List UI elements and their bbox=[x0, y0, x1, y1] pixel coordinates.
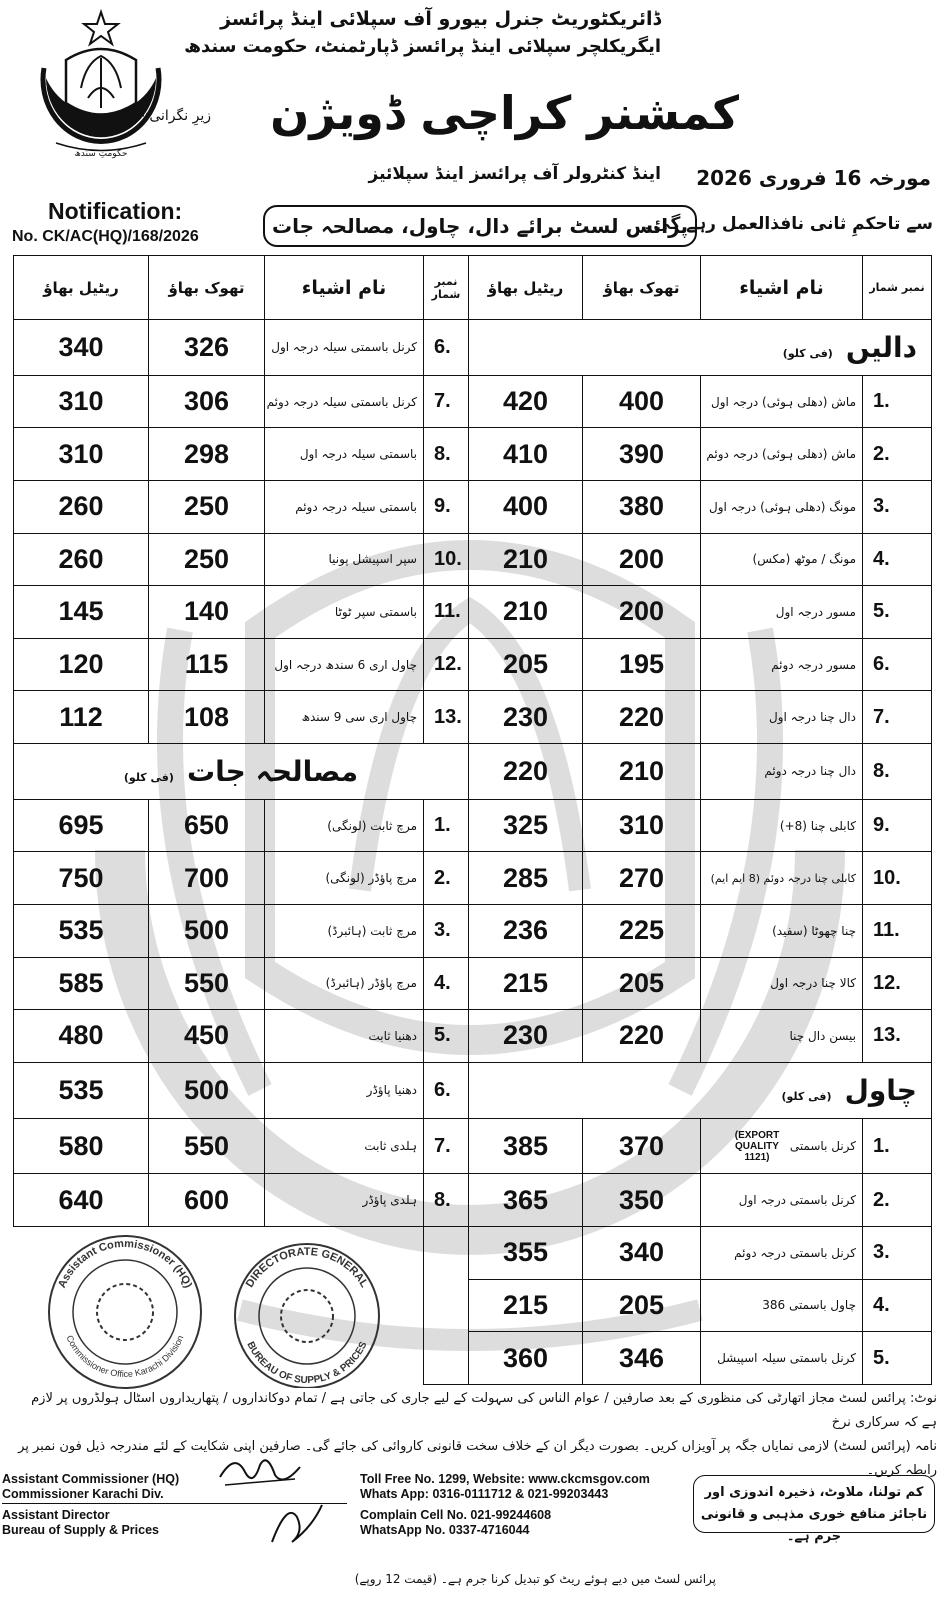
serial-number-cell: 6. bbox=[424, 320, 469, 376]
table-row bbox=[14, 799, 932, 852]
col-header-wholesale: تھوک بھاؤ bbox=[149, 256, 265, 320]
price-cell: 215 bbox=[469, 1279, 583, 1332]
price-list-title-box: پرائس لسٹ برائے دال، چاول، مصالحہ جات bbox=[263, 205, 697, 247]
ad-office: Bureau of Supply & Prices bbox=[2, 1523, 159, 1537]
col-header-wholesale: تھوک بھاؤ bbox=[583, 256, 701, 320]
table-row bbox=[14, 1227, 932, 1280]
item-name-cell: چاول اری 6 سندھ درجہ اول bbox=[265, 638, 424, 691]
complain-cell: Complain Cell No. 021-99244608 bbox=[360, 1508, 552, 1522]
item-name-cell: دال چنا درجہ اول bbox=[701, 691, 863, 744]
price-cell: 380 bbox=[583, 481, 701, 534]
col-header-item: نام اشیاء bbox=[701, 256, 863, 320]
price-cell: 220 bbox=[583, 691, 701, 744]
serial-number-cell: 3. bbox=[424, 904, 469, 957]
table-row bbox=[14, 743, 932, 799]
price-cell: 650 bbox=[149, 799, 265, 852]
price-cell: 580 bbox=[14, 1118, 149, 1174]
table-row bbox=[14, 1062, 932, 1118]
col-header-item: نام اشیاء bbox=[265, 256, 424, 320]
table-row bbox=[14, 957, 932, 1010]
item-name-cell: کابلی چنا (8+) bbox=[701, 799, 863, 852]
price-cell: 230 bbox=[469, 1010, 583, 1063]
item-name-cell: کابلی چنا درجہ دوئم (8 ایم ایم) bbox=[701, 852, 863, 905]
item-name-cell: چاول باسمتی 386 bbox=[701, 1279, 863, 1332]
serial-number-cell: 10. bbox=[863, 852, 932, 905]
whatsapp-info-2: WhatsApp No. 0337-4716044 bbox=[360, 1523, 530, 1537]
table-row bbox=[14, 481, 932, 534]
price-cell: 326 bbox=[149, 320, 265, 376]
item-name-cell: مرچ پاؤڈر (ہائبرڈ) bbox=[265, 957, 424, 1010]
price-cell: 400 bbox=[583, 375, 701, 428]
table-row bbox=[14, 691, 932, 744]
serial-number-cell: 2. bbox=[863, 1174, 932, 1227]
price-cell: 205 bbox=[469, 638, 583, 691]
item-name-cell: کرنل باسمتی سیلہ درجہ دوئم bbox=[265, 375, 424, 428]
serial-number-cell: 5. bbox=[424, 1010, 469, 1063]
price-cell: 310 bbox=[583, 799, 701, 852]
price-cell: 355 bbox=[469, 1227, 583, 1280]
serial-number-cell: 1. bbox=[424, 799, 469, 852]
serial-number-cell: 2. bbox=[424, 852, 469, 905]
col-header-retail: ریٹیل بھاؤ bbox=[469, 256, 583, 320]
table-header-row bbox=[14, 256, 932, 320]
table-row bbox=[14, 1174, 932, 1227]
stamp-text: BUREAU OF SUPPLY & PRICES bbox=[244, 1340, 370, 1387]
sindh-government-emblem-icon bbox=[26, 8, 176, 166]
item-name-cell: باسمتی سیلہ درجہ دوئم bbox=[265, 481, 424, 534]
serial-number-cell: 11. bbox=[424, 586, 469, 639]
price-cell: 390 bbox=[583, 428, 701, 481]
serial-number-cell: 12. bbox=[424, 638, 469, 691]
serial-number-cell: 8. bbox=[424, 1174, 469, 1227]
serial-number-cell: 12. bbox=[863, 957, 932, 1010]
ad-title: Assistant Director bbox=[2, 1508, 110, 1522]
item-name-cell: ہلدی ثابت bbox=[265, 1118, 424, 1174]
item-name-cell: مرچ پاؤڈر (لونگی) bbox=[265, 852, 424, 905]
price-cell: 220 bbox=[469, 743, 583, 799]
item-name-cell: چنا چھوٹا (سفید) bbox=[701, 904, 863, 957]
price-cell: 205 bbox=[583, 957, 701, 1010]
price-cell: 310 bbox=[14, 375, 149, 428]
warning-box: کم تولنا، ملاوٹ، ذخیرہ اندوزی اور ناجائز منافع خوری مذہبی و قانونی جرم ہے۔ bbox=[693, 1475, 935, 1533]
price-cell: 210 bbox=[583, 743, 701, 799]
serial-number-cell: 4. bbox=[863, 533, 932, 586]
price-cell: 236 bbox=[469, 904, 583, 957]
header-line-1: ڈائریکٹوریٹ جنرل بیورو آف سپلائی اینڈ پرائسز bbox=[220, 8, 661, 30]
price-cell: 600 bbox=[149, 1174, 265, 1227]
price-cell: 500 bbox=[149, 904, 265, 957]
serial-number-cell: 3. bbox=[863, 1227, 932, 1280]
section-masala: مصالحہ جات (فی کلو) bbox=[14, 743, 469, 799]
col-header-sno: نمبر شمار bbox=[424, 256, 469, 320]
serial-number-cell: 4. bbox=[424, 957, 469, 1010]
price-cell: 500 bbox=[149, 1062, 265, 1118]
serial-number-cell: 2. bbox=[863, 428, 932, 481]
serial-number-cell: 1. bbox=[863, 375, 932, 428]
price-cell: 420 bbox=[469, 375, 583, 428]
price-cell: 550 bbox=[149, 1118, 265, 1174]
ac-office: Commissioner Karachi Div. bbox=[2, 1487, 164, 1501]
signature-icon bbox=[215, 1447, 305, 1495]
whatsapp-info: Whats App: 0316-0111712 & 021-99203443 bbox=[360, 1487, 609, 1501]
price-cell: 480 bbox=[14, 1010, 149, 1063]
price-cell: 350 bbox=[583, 1174, 701, 1227]
table-row bbox=[14, 1118, 932, 1174]
item-name-cell: ماش (دھلی ہوئی) درجہ اول bbox=[701, 375, 863, 428]
table-row bbox=[14, 375, 932, 428]
col-header-sno: نمبر شمار bbox=[863, 256, 932, 320]
bottom-note: پرائس لسٹ میں دیے ہوئے ریٹ کو تبدیل کرنا جرم ہے۔ (قیمت 12 روپے) bbox=[354, 1572, 716, 1586]
serial-number-cell: 13. bbox=[424, 691, 469, 744]
price-cell: 325 bbox=[469, 799, 583, 852]
serial-number-cell: 11. bbox=[863, 904, 932, 957]
stamp-text: Assistant Commissioner (HQ) bbox=[56, 1237, 194, 1290]
header-line-2: ایگریکلچر سپلائی اینڈ پرائسز ڈپارٹمنٹ، حکومت سندھ bbox=[184, 36, 661, 57]
item-name-cell: مسور درجہ دوئم bbox=[701, 638, 863, 691]
price-cell: 225 bbox=[583, 904, 701, 957]
item-name-cell: دھنیا ثابت bbox=[265, 1010, 424, 1063]
page-title: کمشنر کراچی ڈویژن bbox=[270, 86, 739, 140]
price-cell: 400 bbox=[469, 481, 583, 534]
item-name-cell: کرنل باسمتی سیلہ درجہ اول bbox=[265, 320, 424, 376]
price-cell: 230 bbox=[469, 691, 583, 744]
price-cell: 585 bbox=[14, 957, 149, 1010]
item-name-cell: دال چنا درجہ دوئم bbox=[701, 743, 863, 799]
item-name-cell: سپر اسپیشل پونیا bbox=[265, 533, 424, 586]
serial-number-cell: 1. bbox=[863, 1118, 932, 1174]
table-row bbox=[14, 904, 932, 957]
price-cell: 215 bbox=[469, 957, 583, 1010]
serial-number-cell: 8. bbox=[424, 428, 469, 481]
serial-number-cell: 9. bbox=[424, 481, 469, 534]
serial-number-cell: 9. bbox=[863, 799, 932, 852]
table-row bbox=[14, 586, 932, 639]
item-name-cell: ماش (دھلی ہوئی) درجہ دوئم bbox=[701, 428, 863, 481]
item-name-cell: کالا چنا درجہ اول bbox=[701, 957, 863, 1010]
price-table bbox=[13, 255, 931, 1385]
serial-number-cell: 7. bbox=[424, 375, 469, 428]
item-name-cell: مرچ ثابت (ہائبرڈ) bbox=[265, 904, 424, 957]
price-cell: 145 bbox=[14, 586, 149, 639]
price-cell: 365 bbox=[469, 1174, 583, 1227]
price-cell: 695 bbox=[14, 799, 149, 852]
ac-title: Assistant Commissioner (HQ) bbox=[2, 1472, 180, 1486]
price-cell: 700 bbox=[149, 852, 265, 905]
item-name-cell: کرنل باسمتی (EXPORT QUALITY 1121) bbox=[701, 1118, 863, 1174]
item-name-cell: کرنل باسمتی سیلہ اسپیشل bbox=[701, 1332, 863, 1385]
serial-number-cell: 7. bbox=[863, 691, 932, 744]
stamp-text: DIRECTORATE GENERAL bbox=[243, 1245, 371, 1290]
item-name-cell: مونگ (دھلی ہوئی) درجہ اول bbox=[701, 481, 863, 534]
item-name-cell: دھنیا پاؤڈر bbox=[265, 1062, 424, 1118]
price-cell: 140 bbox=[149, 586, 265, 639]
signature-line bbox=[2, 1503, 347, 1504]
stamp-text: Commissioner Office Karachi Division bbox=[64, 1333, 186, 1380]
item-name-cell: کرنل باسمتی درجہ دوئم bbox=[701, 1227, 863, 1280]
price-cell: 260 bbox=[14, 481, 149, 534]
serial-number-cell: 6. bbox=[863, 638, 932, 691]
item-name-cell: بیسن دال چنا bbox=[701, 1010, 863, 1063]
price-cell: 410 bbox=[469, 428, 583, 481]
price-cell: 550 bbox=[149, 957, 265, 1010]
serial-number-cell: 7. bbox=[424, 1118, 469, 1174]
section-daalen: دالیں (فی کلو) bbox=[469, 320, 932, 376]
price-cell: 450 bbox=[149, 1010, 265, 1063]
item-name-cell: چاول اری سی 9 سندھ bbox=[265, 691, 424, 744]
supervision-label: زیرِ نگرانی:- bbox=[139, 108, 211, 124]
price-cell: 250 bbox=[149, 481, 265, 534]
item-name-cell: کرنل باسمتی درجہ اول bbox=[701, 1174, 863, 1227]
serial-number-cell: 8. bbox=[863, 743, 932, 799]
price-cell: 370 bbox=[583, 1118, 701, 1174]
price-cell: 200 bbox=[583, 533, 701, 586]
serial-number-cell: 5. bbox=[863, 586, 932, 639]
price-cell: 112 bbox=[14, 691, 149, 744]
serial-number-cell: 6. bbox=[424, 1062, 469, 1118]
item-name-cell: باسمتی سپر ٹوٹا bbox=[265, 586, 424, 639]
serial-number-cell: 13. bbox=[863, 1010, 932, 1063]
table-row bbox=[14, 533, 932, 586]
tollfree-info: Toll Free No. 1299, Website: www.ckcmsgov.com bbox=[360, 1472, 650, 1486]
price-cell: 205 bbox=[583, 1279, 701, 1332]
price-cell: 120 bbox=[14, 638, 149, 691]
serial-number-cell: 4. bbox=[863, 1279, 932, 1332]
table-row bbox=[14, 638, 932, 691]
notice-date: مورخہ 16 فروری 2026 bbox=[696, 166, 931, 190]
table-row bbox=[14, 1010, 932, 1063]
item-name-cell: ہلدی پاؤڈر bbox=[265, 1174, 424, 1227]
col-header-retail: ریٹیل بھاؤ bbox=[14, 256, 149, 320]
price-cell: 115 bbox=[149, 638, 265, 691]
price-cell: 346 bbox=[583, 1332, 701, 1385]
price-cell: 200 bbox=[583, 586, 701, 639]
svg-text:حکومتِ سندھ: حکومتِ سندھ bbox=[74, 149, 128, 159]
stamp-area bbox=[14, 1227, 424, 1385]
serial-number-cell: 5. bbox=[863, 1332, 932, 1385]
price-cell: 250 bbox=[149, 533, 265, 586]
price-cell: 750 bbox=[14, 852, 149, 905]
price-cell: 535 bbox=[14, 1062, 149, 1118]
table-row bbox=[14, 320, 932, 376]
price-cell: 260 bbox=[14, 533, 149, 586]
notification-heading: Notification: bbox=[48, 198, 183, 224]
table-row bbox=[14, 428, 932, 481]
price-cell: 298 bbox=[149, 428, 265, 481]
section-chawal: چاول (فی کلو) bbox=[469, 1062, 932, 1118]
controller-subtitle: اینڈ کنٹرولر آف پرائسز اینڈ سپلائیز bbox=[368, 164, 661, 184]
price-cell: 385 bbox=[469, 1118, 583, 1174]
price-cell: 210 bbox=[469, 533, 583, 586]
effect-statement: سے تاحکمِ ثانی نافذالعمل رہے گی۔ bbox=[643, 214, 933, 234]
price-cell: 310 bbox=[14, 428, 149, 481]
price-cell: 306 bbox=[149, 375, 265, 428]
price-cell: 535 bbox=[14, 904, 149, 957]
notification-number: No. CK/AC(HQ)/168/2026 bbox=[12, 228, 199, 245]
serial-number-cell: 10. bbox=[424, 533, 469, 586]
price-cell: 195 bbox=[583, 638, 701, 691]
price-cell: 360 bbox=[469, 1332, 583, 1385]
item-name-cell: مسور درجہ اول bbox=[701, 586, 863, 639]
price-cell: 210 bbox=[469, 586, 583, 639]
price-cell: 340 bbox=[583, 1227, 701, 1280]
table-row bbox=[14, 852, 932, 905]
price-cell: 340 bbox=[14, 320, 149, 376]
price-cell: 108 bbox=[149, 691, 265, 744]
price-cell: 640 bbox=[14, 1174, 149, 1227]
price-cell: 220 bbox=[583, 1010, 701, 1063]
item-name-cell: مونگ / موٹھ (مکس) bbox=[701, 533, 863, 586]
signature-icon bbox=[262, 1497, 332, 1549]
item-name-cell: مرچ ثابت (لونگی) bbox=[265, 799, 424, 852]
price-cell: 270 bbox=[583, 852, 701, 905]
serial-number-cell: 3. bbox=[863, 481, 932, 534]
item-name-cell: باسمتی سیلہ درجہ اول bbox=[265, 428, 424, 481]
price-cell: 285 bbox=[469, 852, 583, 905]
footer-note: نوٹ: پرائس لسٹ مجاز اتھارٹی کی منظوری کے بعد صارفین / عوام الناس کی سہولت کے لیے جاری کی جاتی ہے / تمام دوکانداروں / پتھاریداروں اسٹال ہولڈروں پر لازم ہے کہ سرکاری نرخ نامہ (پرائس لسٹ) لازمی نمایاں جگہ پر آویزاں کریں۔ بصورت دیگر ان کے خلاف سخت قانونی کاروائی کی جائے گی۔ صارفین اپنی شکایت کے لئے مندرجہ ذیل فون نمبر پر رابطہ کریں۔ bbox=[18, 1391, 937, 1478]
